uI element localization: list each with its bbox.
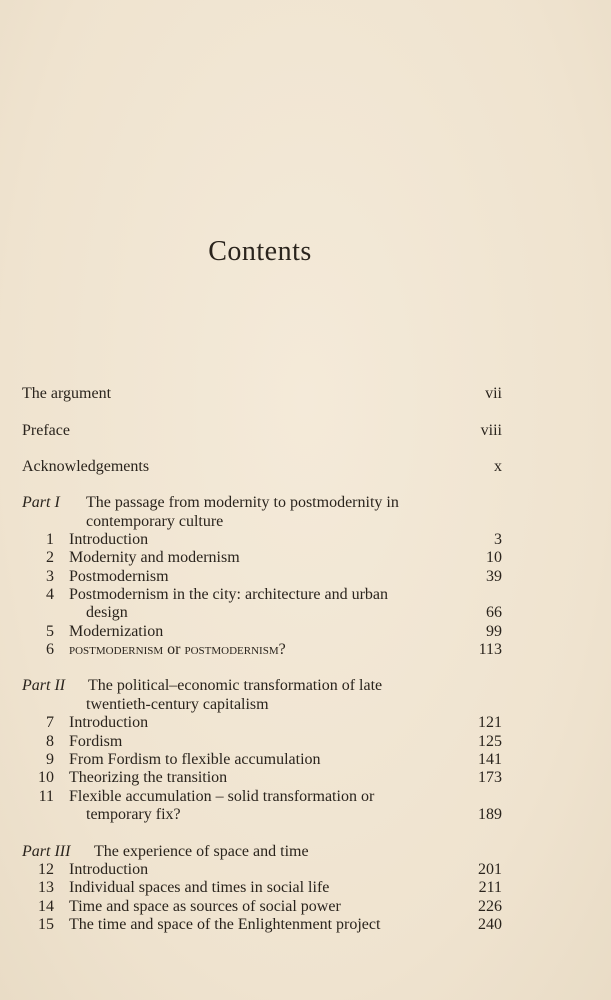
chapter-number: 15 bbox=[38, 916, 54, 933]
toc-page-number: vii bbox=[485, 385, 502, 402]
chapter-title: Time and space as sources of social power bbox=[69, 898, 341, 915]
part-heading-1 bbox=[22, 494, 502, 512]
chapter-title: Theorizing the transition bbox=[69, 769, 228, 786]
chapter-title-part: postmodernism bbox=[69, 641, 164, 658]
part-title: The experience of space and time bbox=[94, 843, 309, 860]
toc-page-number: 125 bbox=[478, 733, 502, 750]
part-title: The political–economic transformation of late bbox=[88, 677, 383, 694]
chapter-title: Introduction bbox=[69, 531, 149, 548]
toc-entry-argument bbox=[22, 385, 502, 403]
chapter-number: 3 bbox=[46, 568, 54, 585]
chapter-title: Modernization bbox=[69, 623, 164, 640]
page-title: Contents bbox=[208, 236, 312, 267]
chapter-title-part: or bbox=[163, 641, 185, 658]
part-heading-3 bbox=[22, 843, 502, 861]
part-title: The passage from modernity to postmodernity in bbox=[86, 494, 399, 511]
toc-page-number: 211 bbox=[478, 879, 502, 896]
toc-entry-preface bbox=[22, 422, 502, 440]
toc-page-number: 39 bbox=[486, 568, 502, 585]
toc-page-number: 226 bbox=[478, 898, 502, 915]
toc-chapter bbox=[22, 623, 502, 641]
toc-chapter bbox=[22, 751, 502, 769]
toc-entry-label: Preface bbox=[22, 422, 70, 439]
part-label: Part III bbox=[22, 843, 71, 860]
chapter-number: 5 bbox=[46, 623, 54, 640]
toc-chapter bbox=[22, 879, 502, 897]
part-title-continued: contemporary culture bbox=[86, 513, 224, 530]
chapter-title: Postmodernism bbox=[69, 568, 169, 585]
chapter-title: Introduction bbox=[69, 714, 149, 731]
chapter-title: Flexible accumulation – solid transformation or bbox=[69, 788, 375, 805]
chapter-title: Fordism bbox=[69, 733, 123, 750]
chapter-number: 12 bbox=[38, 861, 54, 878]
chapter-title-part: postmodernism bbox=[184, 641, 279, 658]
toc-chapter bbox=[22, 788, 502, 806]
toc-chapter bbox=[22, 641, 502, 659]
toc-chapter bbox=[22, 916, 502, 934]
chapter-title-part: ? bbox=[278, 641, 286, 658]
toc-chapter bbox=[22, 714, 502, 732]
toc-chapter bbox=[22, 531, 502, 549]
toc-page-number: 66 bbox=[486, 604, 502, 621]
toc-page-number: 189 bbox=[478, 806, 502, 823]
toc-chapter bbox=[22, 568, 502, 586]
chapter-number: 8 bbox=[46, 733, 54, 750]
part-label: Part I bbox=[22, 494, 60, 511]
toc-chapter bbox=[22, 549, 502, 567]
chapter-number: 11 bbox=[38, 788, 54, 805]
chapter-title: Introduction bbox=[69, 861, 149, 878]
toc-entry-acknowledgements bbox=[22, 458, 502, 476]
toc-chapter bbox=[22, 861, 502, 879]
toc-page-number: 240 bbox=[478, 916, 502, 933]
part-heading-2 bbox=[22, 677, 502, 695]
chapter-title-continued: design bbox=[86, 604, 128, 621]
chapter-title: Postmodernism in the city: architecture and urban bbox=[69, 586, 389, 603]
toc-page-number: x bbox=[494, 458, 502, 475]
chapter-number: 2 bbox=[46, 549, 54, 566]
chapter-title: The time and space of the Enlightenment project bbox=[69, 916, 381, 933]
toc-page-number: 201 bbox=[478, 861, 502, 878]
chapter-title: From Fordism to flexible accumulation bbox=[69, 751, 321, 768]
chapter-number: 9 bbox=[46, 751, 54, 768]
chapter-title: Individual spaces and times in social life bbox=[69, 879, 330, 896]
chapter-number: 7 bbox=[46, 714, 54, 731]
toc-chapter bbox=[22, 769, 502, 787]
part-label: Part II bbox=[22, 677, 66, 694]
toc-page-number: 173 bbox=[478, 769, 502, 786]
toc-entry-label: The argument bbox=[22, 385, 112, 402]
toc-page-number: 99 bbox=[486, 623, 502, 640]
chapter-number: 4 bbox=[46, 586, 54, 603]
chapter-title bbox=[69, 641, 286, 659]
toc-page-number: 121 bbox=[478, 714, 502, 731]
chapter-number: 14 bbox=[38, 898, 54, 915]
toc-entry-label: Acknowledgements bbox=[22, 458, 150, 475]
toc-page-number: 3 bbox=[494, 531, 502, 548]
toc-chapter bbox=[22, 586, 502, 604]
part-title-continued: twentieth-century capitalism bbox=[86, 696, 269, 713]
toc-chapter-continued bbox=[22, 604, 502, 622]
chapter-title-continued: temporary fix? bbox=[86, 806, 181, 823]
toc-page-number: 141 bbox=[478, 751, 502, 768]
toc-chapter bbox=[22, 898, 502, 916]
chapter-number: 1 bbox=[46, 531, 54, 548]
chapter-number: 6 bbox=[46, 641, 54, 658]
toc-chapter-continued bbox=[22, 806, 502, 824]
toc-chapter bbox=[22, 733, 502, 751]
chapter-title: Modernity and modernism bbox=[69, 549, 240, 566]
toc-page-number: 113 bbox=[478, 641, 502, 658]
toc-page-number: viii bbox=[480, 422, 502, 439]
chapter-number: 13 bbox=[38, 879, 54, 896]
chapter-number: 10 bbox=[38, 769, 54, 786]
toc-page-number: 10 bbox=[486, 549, 502, 566]
